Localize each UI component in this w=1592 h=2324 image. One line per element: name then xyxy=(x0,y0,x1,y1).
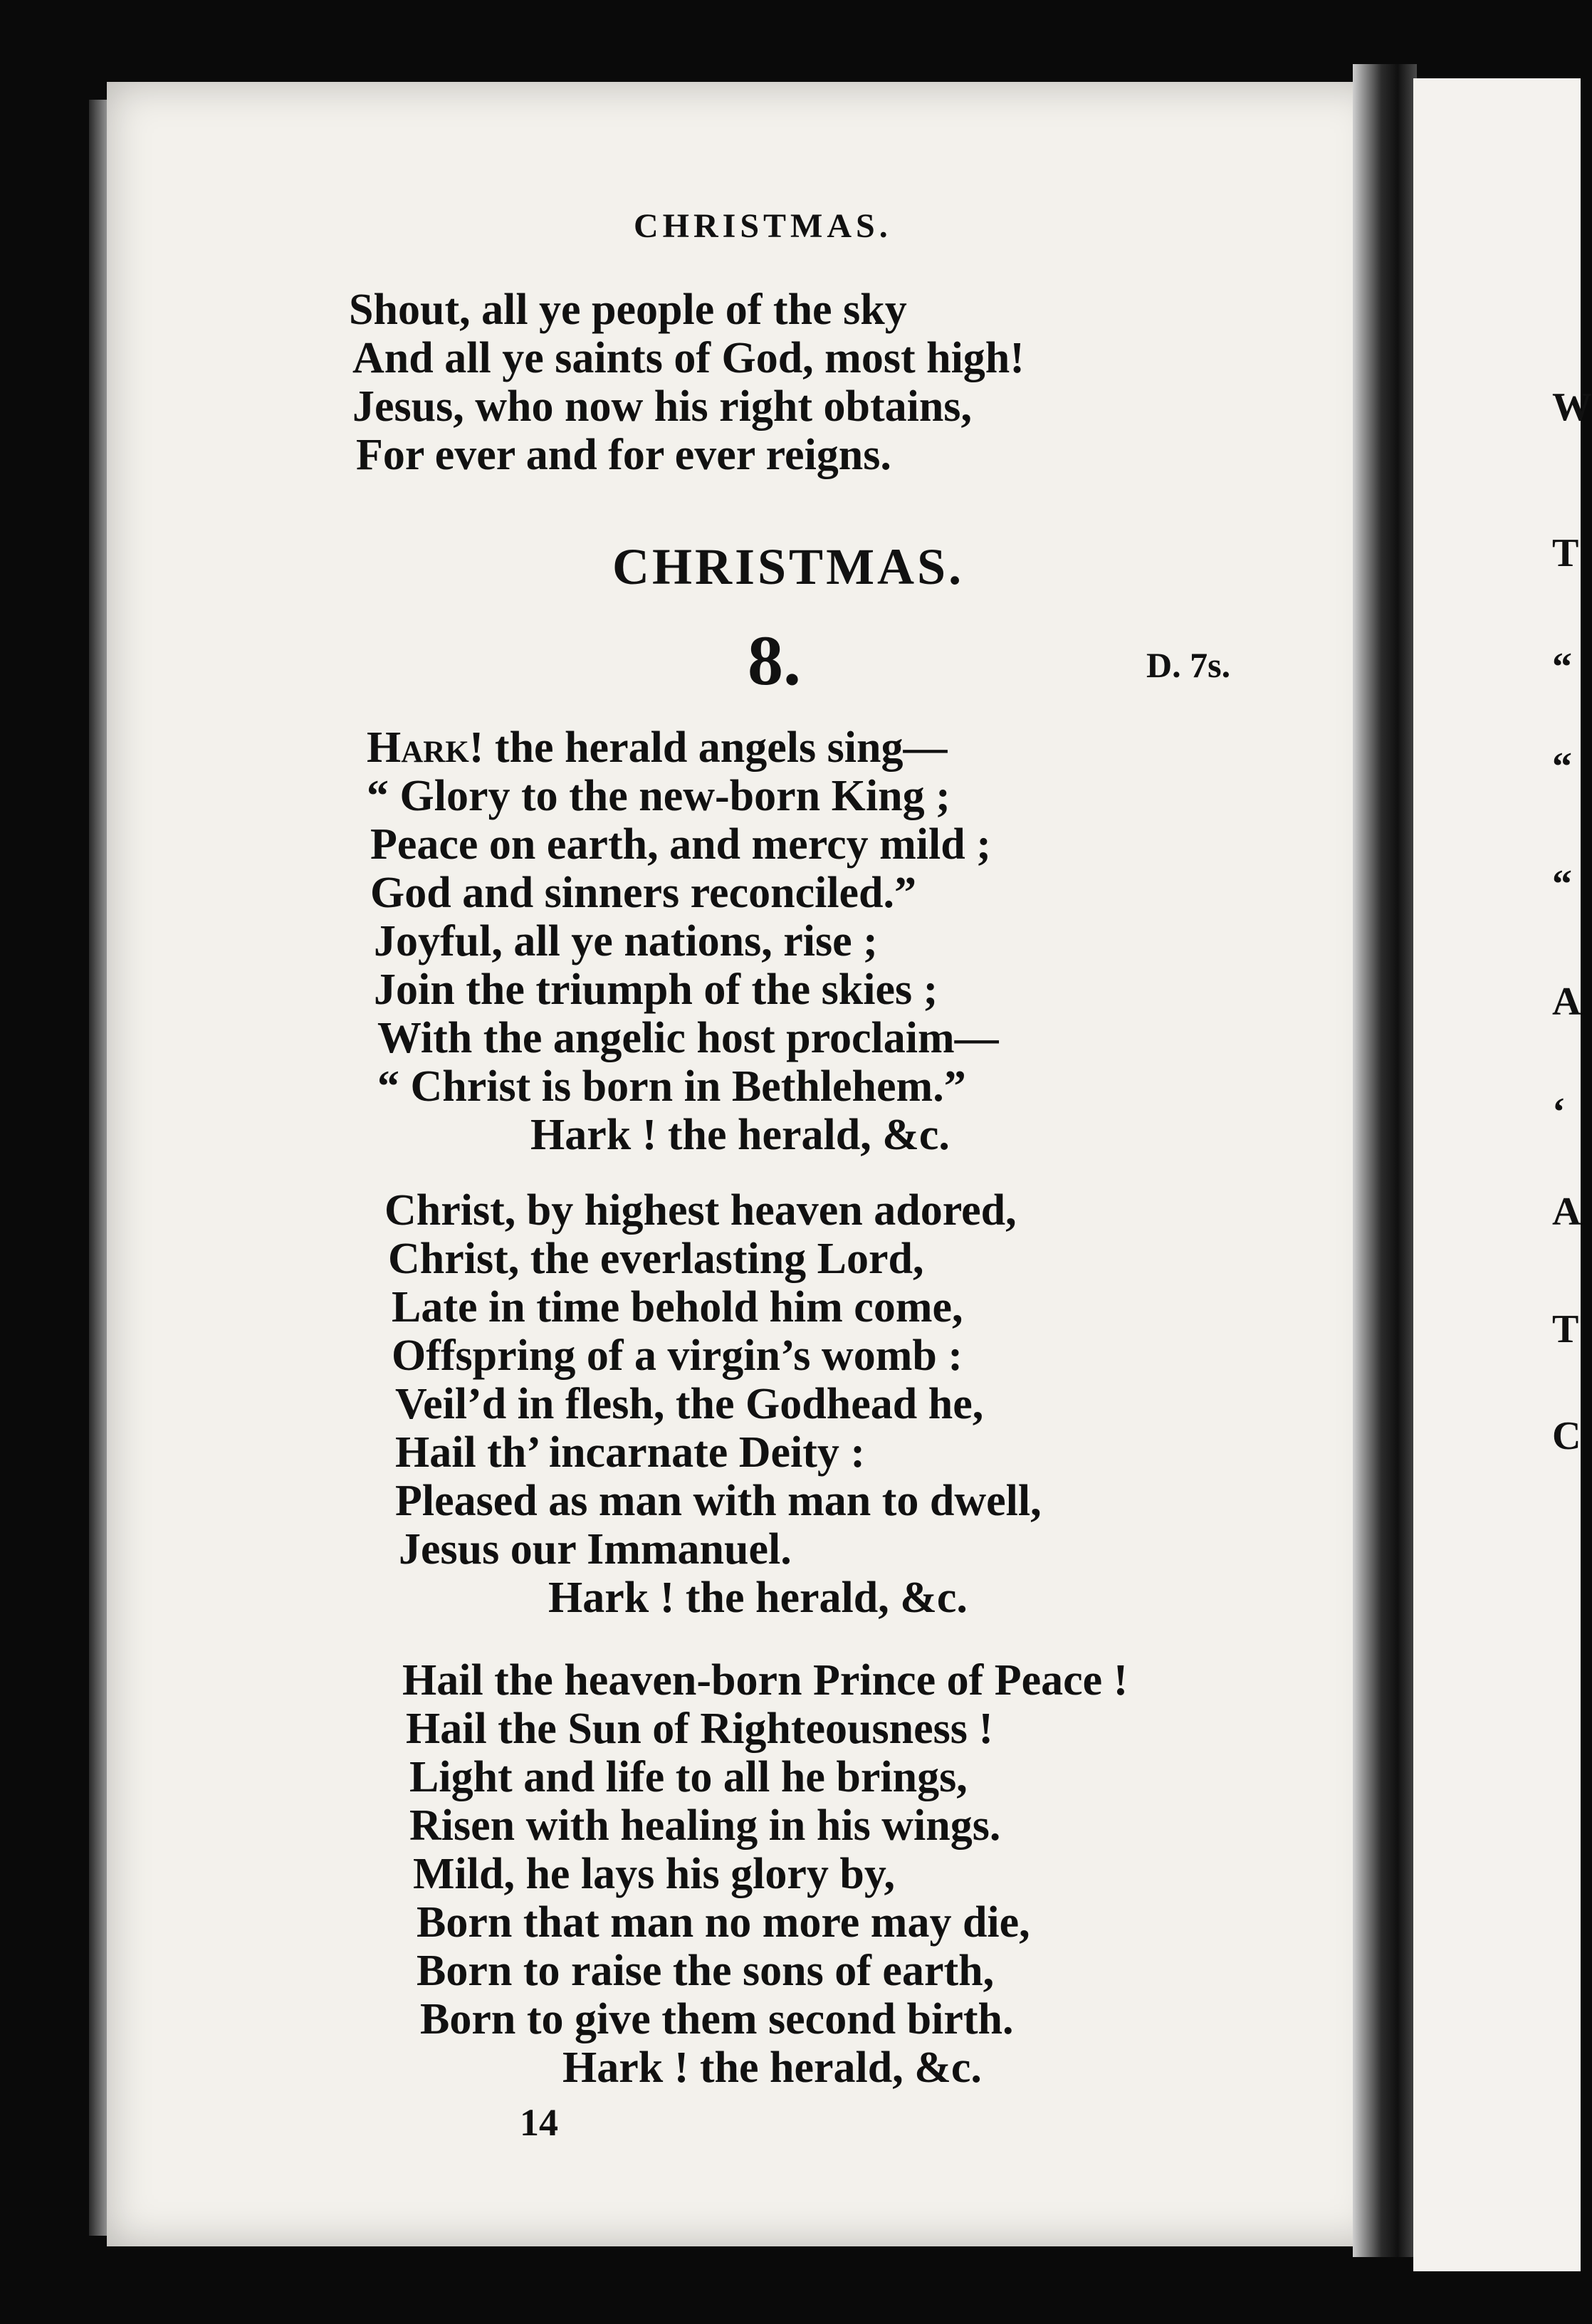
verse-line: Peace on earth, and mercy mild ; xyxy=(370,820,991,869)
verse-line: Shout, all ye people of the sky xyxy=(349,286,907,334)
verse-line: God and sinners reconciled.” xyxy=(370,869,917,917)
verse-line: Jesus our Immanuel. xyxy=(399,1525,792,1574)
hymn-title: CHRISTMAS. xyxy=(612,538,965,595)
facing-page-letter: “ xyxy=(1552,862,1572,906)
facing-page-letter: T xyxy=(1552,531,1579,575)
verse-line: Offspring of a virgin’s womb : xyxy=(392,1331,963,1380)
verse-line: Veil’d in flesh, the Godhead he, xyxy=(395,1380,984,1428)
facing-page-letter: T xyxy=(1552,1307,1579,1351)
hymn-meter: D. 7s. xyxy=(1146,645,1231,685)
verse-line: Risen with healing in his wings. xyxy=(409,1801,1001,1850)
verse-line: Christ, the everlasting Lord, xyxy=(388,1235,924,1283)
facing-page-letter: ‘ xyxy=(1552,1090,1566,1134)
verse-line: Hail th’ incarnate Deity : xyxy=(395,1428,866,1477)
verse-line: Join the triumph of the skies ; xyxy=(374,965,938,1014)
hymn-number: 8. xyxy=(748,621,801,700)
verse-line: Christ, by highest heaven adored, xyxy=(384,1186,1017,1235)
verse-line: Pleased as man with man to dwell, xyxy=(395,1477,1042,1525)
verse-line: For ever and for ever reigns. xyxy=(356,431,891,479)
verse-line: Late in time behold him come, xyxy=(392,1283,963,1331)
verse-line: Mild, he lays his glory by, xyxy=(413,1850,895,1898)
verse-line: Hail the heaven-born Prince of Peace ! xyxy=(402,1656,1128,1705)
facing-page-letter: W xyxy=(1552,385,1592,429)
verse-line: Light and life to all he brings, xyxy=(409,1753,968,1801)
page-number: 14 xyxy=(520,2101,558,2144)
refrain-line: Hark ! the herald, &c. xyxy=(530,1111,950,1159)
refrain-line: Hark ! the herald, &c. xyxy=(548,1574,968,1622)
facing-page-letter: A xyxy=(1552,1190,1581,1234)
verse-line: “ Christ is born in Bethlehem.” xyxy=(377,1062,966,1111)
verse-line: Joyful, all ye nations, rise ; xyxy=(374,917,878,965)
facing-page-letter: “ xyxy=(1552,745,1572,789)
first-word: Hark xyxy=(367,723,469,772)
running-header: CHRISTMAS. xyxy=(634,207,892,245)
verse-line: With the angelic host proclaim— xyxy=(377,1014,999,1062)
verse-line: Born that man no more may die, xyxy=(417,1898,1030,1947)
facing-page-letter: C xyxy=(1552,1414,1581,1458)
refrain-line: Hark ! the herald, &c. xyxy=(562,2043,982,2092)
verse-line: Jesus, who now his right obtains, xyxy=(352,382,972,431)
verse-line: “ Glory to the new-born King ; xyxy=(367,772,951,820)
verse-line: Hail the Sun of Righteousness ! xyxy=(406,1705,994,1753)
facing-page-letter: “ xyxy=(1552,645,1572,689)
verse-line xyxy=(367,723,948,773)
verse-line: And all ye saints of God, most high! xyxy=(352,334,1025,382)
book-gutter xyxy=(1353,64,1417,2257)
facing-page-letter: A xyxy=(1552,980,1581,1024)
verse-line: Born to raise the sons of earth, xyxy=(417,1947,995,1995)
verse-line: Born to give them second birth. xyxy=(420,1995,1014,2043)
verse-line-rest: ! the herald angels sing— xyxy=(468,723,948,772)
